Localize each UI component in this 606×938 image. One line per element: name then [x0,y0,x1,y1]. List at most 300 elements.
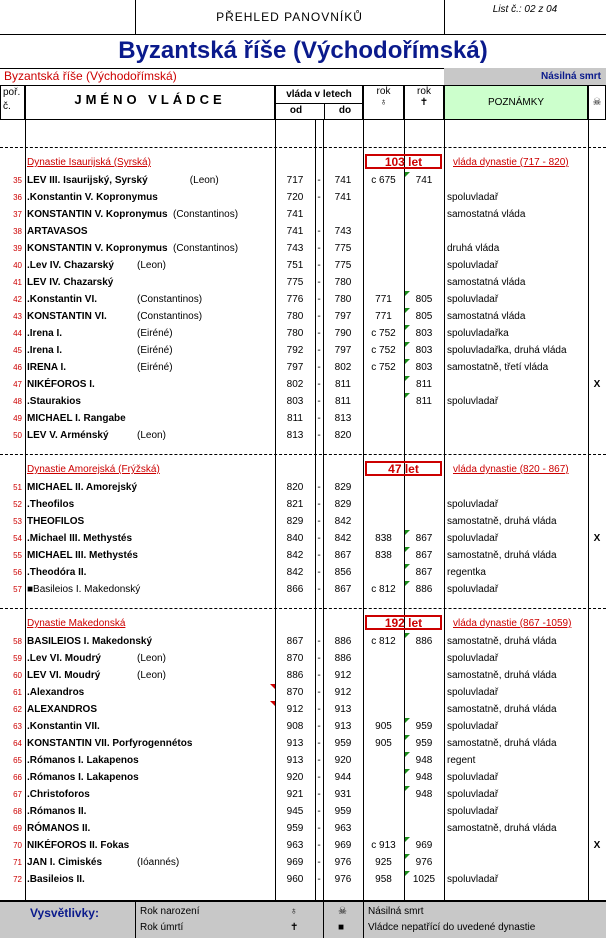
dynasty-header [0,615,606,633]
ruler-alt-name: (Leon) [137,430,166,441]
row-number: 37 [13,210,22,219]
reign-to: 867 [334,550,352,561]
note: spoluvladař [447,584,499,595]
reign-to: 741 [334,175,352,186]
header-reign [275,85,363,120]
ruler-row [0,547,606,564]
reign-from: 866 [286,584,304,595]
ruler-alt-name: (Leon) [137,653,166,664]
dynasty-header [0,461,606,479]
row-number: 65 [13,756,22,765]
reign-from: 741 [286,209,304,220]
ruler-name: MICHAEL I. Rangabe [27,413,126,424]
ruler-row [0,223,606,240]
reign-to: 829 [334,499,352,510]
row-number: 62 [13,705,22,714]
ruler-row [0,701,606,718]
reign-dash: - [317,584,321,595]
note: samostatně, druhá vláda [447,636,557,647]
reign-from: 913 [286,755,304,766]
ruler-alt-name: (Leon) [189,175,219,186]
reign-to: 886 [334,653,352,664]
ruler-name: .Rómanos II. [27,806,87,817]
reign-to: 842 [334,516,352,527]
note: samostatně, druhá vláda [447,550,557,561]
reign-dash: - [317,567,321,578]
reign-dash: - [317,670,321,681]
birth-year: c 752 [371,362,396,373]
ruler-name: RÓMANOS II. [27,823,91,834]
note: samostatně, druhá vláda [447,738,557,749]
row-number: 68 [13,807,22,816]
header-name: JMÉNO VLÁDCE [25,85,275,120]
death-year: 811 [416,396,432,407]
death-year: 969 [415,840,433,851]
ruler-name: .Rómanos I. Lakapenos [27,772,139,783]
ruler-name: JAN I. Cimiskés [27,857,103,868]
death-year: 867 [415,533,433,544]
note: samostatně, druhá vláda [447,670,557,681]
reign-to: 775 [334,260,352,271]
death-year: 1025 [412,874,436,885]
legend-outside: Vládce nepatřící do uvedené dynastie [368,922,536,933]
reign-to: 912 [334,670,352,681]
reign-from: 797 [286,362,304,373]
note: spoluvladař [447,874,499,885]
dynasty-separator [0,454,606,455]
comment-flag-icon [405,308,410,313]
reign-from: 913 [286,738,304,749]
ruler-name: LEV V. Arménský [27,430,109,441]
top-left-cell [0,0,136,34]
comment-flag-icon [405,633,410,638]
row-number: 70 [13,841,22,850]
ruler-row [0,206,606,223]
ruler-row [0,410,606,427]
reign-to: 842 [334,533,352,544]
legend [0,900,606,938]
birth-icon: ♁ [379,97,388,108]
row-number: 40 [13,261,22,270]
row-number: 45 [13,346,22,355]
birth-year: 838 [375,550,392,561]
note: regent [447,755,476,766]
reign-from: 803 [286,396,304,407]
reign-from: 820 [286,482,304,493]
birth-year: c 675 [371,175,396,186]
note: spoluvladař [447,721,499,732]
birth-year: c 913 [371,840,396,851]
note: spoluvladařka, druhá vláda [447,345,567,356]
reign-from: 780 [286,328,304,339]
ruler-row [0,803,606,820]
ruler-name: LEV III. Isaurijský, Syrský [27,175,148,186]
cross-icon: ✝ [419,97,429,108]
row-number: 60 [13,671,22,680]
birth-year: c 812 [371,636,396,647]
row-number: 72 [13,875,22,884]
ruler-name: NIKÉFOROS I. [27,379,95,390]
row-number: 64 [13,739,22,748]
ruler-name: .Basileios II. [27,874,85,885]
reign-from: 842 [286,550,304,561]
ruler-name: .Konstantin VI. [27,294,97,305]
row-number: 46 [13,363,22,372]
death-year: 867 [415,550,433,561]
death-year: 948 [415,755,433,766]
reign-dash: - [317,243,321,254]
reign-to: 959 [334,738,352,749]
reign-to: 886 [334,636,352,647]
reign-dash: - [317,772,321,783]
ruler-name: .Theofilos [27,499,75,510]
violent-mark: X [593,533,601,544]
row-number: 56 [13,568,22,577]
header-notes: POZNÁMKY [444,85,588,120]
header-order: poř. č. [0,85,25,120]
reign-dash: - [317,277,321,288]
ruler-row [0,530,606,547]
ruler-name: ALEXANDROS [27,704,98,715]
reign-to: 797 [334,345,352,356]
reign-to: 790 [334,328,352,339]
ruler-name: KONSTANTIN V. Kopronymus [27,209,168,220]
ruler-row [0,240,606,257]
violent-mark: X [593,840,601,851]
row-number: 63 [13,722,22,731]
comment-flag-icon [405,769,410,774]
note: spoluvladař [447,294,499,305]
row-number: 57 [13,585,22,594]
death-year: 948 [415,789,433,800]
row-number: 53 [13,517,22,526]
note: spoluvladař [447,653,499,664]
ruler-name: MICHAEL II. Amorejský [27,482,138,493]
reign-to: 913 [334,704,352,715]
skull-icon: ☠ [588,85,606,120]
dynasty-rule: vláda dynastie (867 -1059) [453,618,572,629]
row-number: 39 [13,244,22,253]
ruler-row [0,769,606,786]
reign-to: 741 [334,192,352,203]
ruler-row [0,752,606,769]
note: samostatně, třetí vláda [447,362,549,373]
ruler-name: .Konstantin VII. [27,721,100,732]
note: samostatná vláda [447,209,526,220]
ruler-row [0,172,606,189]
birth-year: 771 [375,294,392,305]
row-number: 51 [13,483,22,492]
reign-from: 912 [286,704,304,715]
dynasty-header [0,154,606,172]
note: druhá vláda [447,243,500,254]
reign-dash: - [317,482,321,493]
reign-dash: - [317,175,321,186]
comment-flag-icon [405,735,410,740]
reign-from: 870 [286,687,304,698]
ruler-row [0,837,606,854]
ruler-row [0,393,606,410]
reign-dash: - [317,396,321,407]
reign-from: 775 [286,277,304,288]
reign-dash: - [317,192,321,203]
reign-from: 717 [286,175,304,186]
ruler-row [0,650,606,667]
legend-birth: Rok narození [140,906,200,917]
ruler-alt-name: (Eiréné) [137,345,173,356]
death-year: 886 [415,636,433,647]
reign-dash: - [317,413,321,424]
note: samostatně, druhá vláda [447,704,557,715]
legend-title: Vysvětlivky: [30,906,99,920]
reign-to: 867 [334,584,352,595]
birth-year: c 812 [371,584,396,595]
reign-dash: - [317,226,321,237]
reign-from: 802 [286,379,304,390]
comment-flag-icon [405,376,410,381]
ruler-row [0,820,606,837]
death-year: 805 [415,294,433,305]
reign-from: 908 [286,721,304,732]
reign-to: 963 [334,823,352,834]
death-year: 805 [415,311,433,322]
reign-from: 921 [286,789,304,800]
row-number: 41 [13,278,22,287]
row-number: 58 [13,637,22,646]
row-number: 48 [13,397,22,406]
dynasty-duration: 47 let [365,461,442,476]
note: spoluvladař [447,260,499,271]
dynasty-name: Dynastie Amorejská (Frýžská) [27,464,160,475]
skull-icon: ☠ [338,906,347,917]
reign-dash: - [317,755,321,766]
birth-year: 771 [375,311,392,322]
comment-flag-icon [405,581,410,586]
ruler-row [0,342,606,359]
note: spoluvladař [447,806,499,817]
reign-dash: - [317,533,321,544]
header-to: do [324,103,365,119]
note: spoluvladařka [447,328,509,339]
reign-from: 960 [286,874,304,885]
ruler-row [0,496,606,513]
row-number: 49 [13,414,22,423]
row-number: 38 [13,227,22,236]
ruler-name: .Lev IV. Chazarský [27,260,114,271]
top-bar [0,0,606,35]
reign-dash: - [317,738,321,749]
note: samostatná vláda [447,277,526,288]
row-number: 47 [13,380,22,389]
row-number: 43 [13,312,22,321]
death-year: 803 [415,328,433,339]
header-birth: rok ♁ [363,85,404,120]
reign-to: 912 [334,687,352,698]
reign-dash: - [317,430,321,441]
comment-flag-icon [405,325,410,330]
dynasty-duration: 192 let [365,615,442,630]
ruler-name: .Lev VI. Moudrý [27,653,101,664]
violent-mark: X [593,379,601,390]
legend-violent: Násilná smrt [368,906,424,917]
dynasty-rule: vláda dynastie (717 - 820) [453,157,569,168]
reign-to: 829 [334,482,352,493]
ruler-name: NIKÉFOROS II. Fokas [27,840,130,851]
reign-to: 969 [334,840,352,851]
ruler-alt-name: (Ióannés) [137,857,180,868]
ruler-alt-name: (Constantinos) [173,209,239,220]
dynasty-name: Dynastie Isaurijská (Syrská) [27,157,151,168]
reign-to: 820 [334,430,352,441]
ruler-row [0,564,606,581]
ruler-name: .Christoforos [27,789,90,800]
comment-flag-icon [405,718,410,723]
comment-flag-icon [405,342,410,347]
note: spoluvladař [447,789,499,800]
note: samostatná vláda [447,311,526,322]
note: samostatně, druhá vláda [447,823,557,834]
reign-dash: - [317,311,321,322]
comment-flag-icon [405,172,410,177]
ruler-alt-name: (Eiréné) [137,362,173,373]
reign-to: 743 [334,226,352,237]
comment-flag-icon [270,701,275,706]
birth-year: c 752 [371,345,396,356]
reign-from: 920 [286,772,304,783]
ruler-name: .Theodóra II. [27,567,87,578]
note: spoluvladař [447,687,499,698]
comment-flag-icon [405,854,410,859]
reign-dash: - [317,328,321,339]
ruler-name: ■Basileios I. Makedonský [27,584,141,595]
reign-dash: - [317,499,321,510]
ruler-name: .Irena I. [27,328,63,339]
ruler-row [0,359,606,376]
note: spoluvladař [447,192,499,203]
ruler-row [0,257,606,274]
violent-death-label: Násilná smrt [444,68,606,85]
comment-flag-icon [405,752,410,757]
comment-flag-icon [405,291,410,296]
dynasty-name: Dynastie Makedonská [27,618,126,629]
ruler-name: BASILEIOS I. Makedonský [27,636,153,647]
reign-to: 797 [334,311,352,322]
reign-dash: - [317,806,321,817]
dynasty-separator [0,608,606,609]
reign-dash: - [317,874,321,885]
ruler-name: KONSTANTIN VII. Porfyrogennétos [27,738,193,749]
header-from: od [289,105,303,116]
reign-dash: - [317,653,321,664]
square-icon: ■ [338,922,345,933]
reign-from: 840 [286,533,304,544]
ruler-name: .Konstantin V. Kopronymus [27,192,158,203]
dynasty-rule: vláda dynastie (820 - 867) [453,464,569,475]
ruler-row [0,479,606,496]
ruler-row [0,667,606,684]
reign-from: 811 [287,413,303,424]
row-number: 52 [13,500,22,509]
reign-from: 780 [286,311,304,322]
note: samostatně, druhá vláda [447,516,557,527]
legend-death: Rok úmrtí [140,922,184,933]
note: spoluvladař [447,772,499,783]
reign-dash: - [317,704,321,715]
ruler-name: LEV VI. Moudrý [27,670,101,681]
ruler-name: .Michael III. Methystés [27,533,133,544]
reign-dash: - [317,260,321,271]
ruler-alt-name: (Constantinos) [173,243,239,254]
ruler-name: MICHAEL III. Methystés [27,550,138,561]
ruler-row [0,189,606,206]
reign-to: 780 [334,294,352,305]
birth-icon: ♁ [290,906,298,917]
cross-icon: ✝ [290,922,299,933]
reign-to: 811 [335,396,351,407]
row-number: 44 [13,329,22,338]
reign-from: 743 [286,243,304,254]
main-title: Byzantská říše (Východořímská) [0,34,606,69]
ruler-row [0,427,606,444]
ruler-row [0,854,606,871]
comment-flag-icon [270,684,275,689]
dynasty-separator [0,147,606,148]
row-number: 55 [13,551,22,560]
reign-dash: - [317,379,321,390]
birth-year: 925 [375,857,392,868]
reign-from: 842 [286,567,304,578]
reign-from: 720 [286,192,304,203]
reign-from: 959 [286,823,304,834]
reign-from: 741 [286,226,304,237]
row-number: 36 [13,193,22,202]
birth-year: 905 [375,738,392,749]
header-reign-title: vláda v letech [276,86,362,104]
ruler-alt-name: (Leon) [137,670,166,681]
row-number: 61 [13,688,22,697]
sheet-title: PŘEHLED PANOVNÍKŮ [135,0,445,34]
ruler-name: ARTAVASOS [27,226,88,237]
subtitle: Byzantská říše (Východořímská) [4,69,177,83]
ruler-row [0,786,606,803]
comment-flag-icon [405,359,410,364]
reign-from: 867 [286,636,304,647]
ruler-row [0,513,606,530]
reign-to: 959 [334,806,352,817]
comment-flag-icon [405,530,410,535]
reign-from: 792 [286,345,304,356]
ruler-row [0,376,606,393]
birth-year: 958 [375,874,392,885]
birth-year: 905 [375,721,392,732]
ruler-row [0,718,606,735]
ruler-alt-name: (Constantinos) [137,311,203,322]
reign-dash: - [317,345,321,356]
birth-year: 838 [375,533,392,544]
death-year: 948 [415,772,433,783]
ruler-row [0,308,606,325]
row-number: 42 [13,295,22,304]
reign-to: 780 [334,277,352,288]
reign-dash: - [317,550,321,561]
comment-flag-icon [405,564,410,569]
ruler-row [0,325,606,342]
death-year: 959 [415,721,433,732]
ruler-alt-name: (Constantinos) [137,294,203,305]
reign-from: 969 [286,857,304,868]
reign-dash: - [317,721,321,732]
ruler-name: THEOFILOS [27,516,85,527]
